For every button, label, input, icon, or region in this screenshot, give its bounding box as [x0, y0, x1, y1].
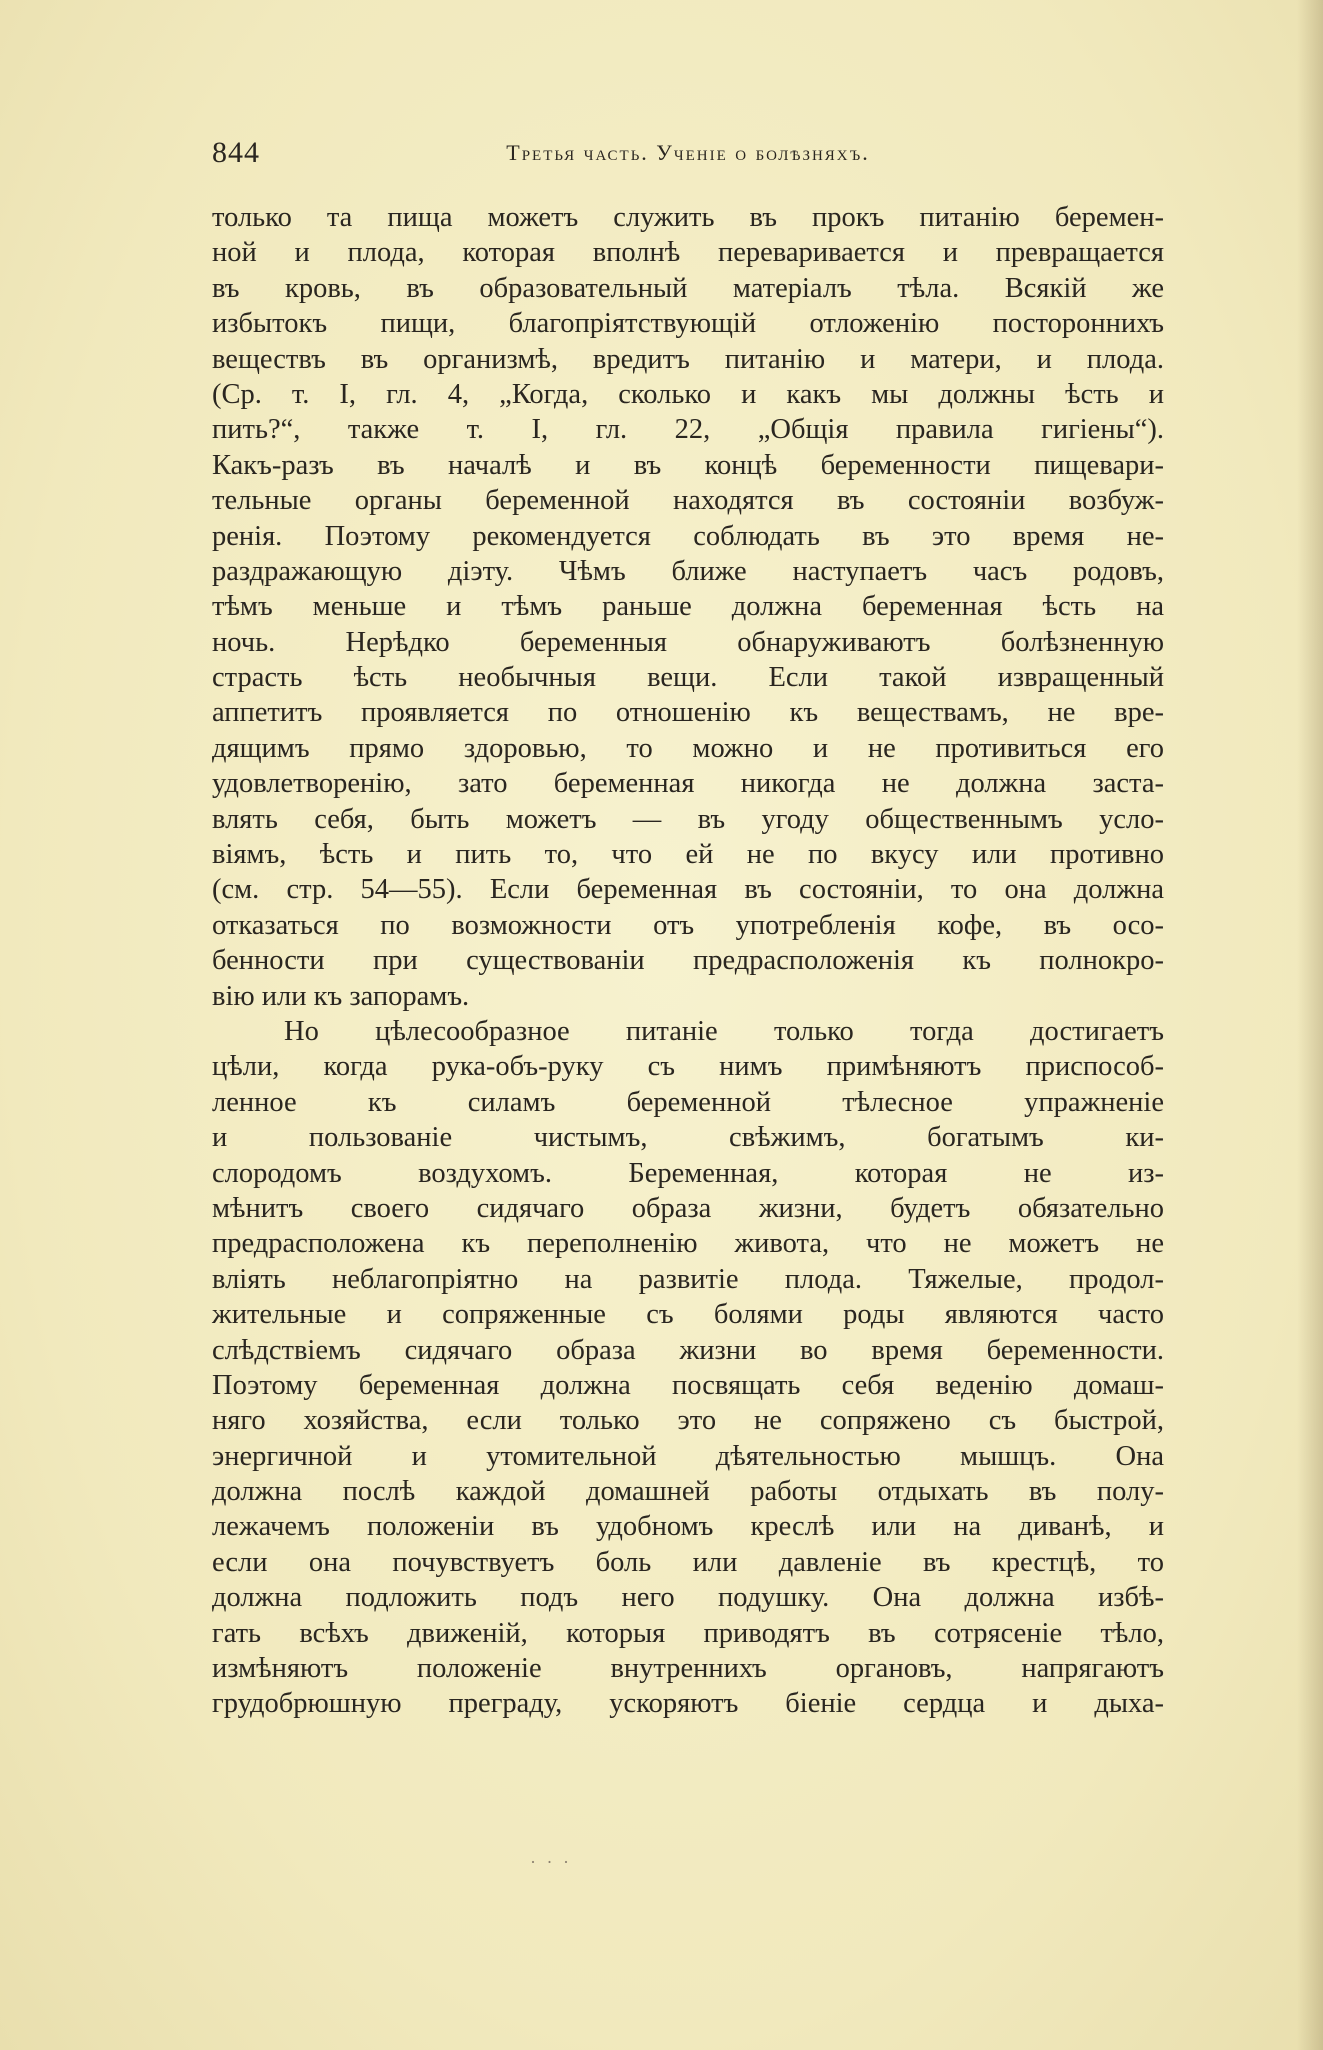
text-line: веществъ въ организмѣ, вредитъ питанію и матери, и плода.: [212, 343, 1164, 375]
text-line: ленное къ силамъ беременной тѣлесное упражненіе: [212, 1086, 1164, 1118]
body-text: [212, 200, 1164, 1722]
text-line: гать всѣхъ движеній, которыя приводятъ въ сотрясеніе тѣло,: [212, 1617, 1164, 1649]
text-line: удовлетворенію, зато беременная никогда не должна заста-: [212, 768, 1164, 800]
text-line: віямъ, ѣсть и пить то, что ей не по вкусу или противно: [212, 839, 1164, 871]
text-line: энергичной и утомительной дѣятельностью мышцъ. Она: [212, 1440, 1164, 1472]
text-line: пить?“, также т. I, гл. 22, „Общія правила гигіены“).: [212, 414, 1164, 446]
text-line: аппетитъ проявляется по отношенію къ веществамъ, не вре-: [212, 697, 1164, 729]
text-line: ренія. Поэтому рекомендуется соблюдать въ это время не-: [212, 520, 1164, 552]
text-line: Поэтому беременная должна посвящать себя веденію домаш-: [212, 1369, 1164, 1401]
text-line: должна подложить подъ него подушку. Она должна избѣ-: [212, 1582, 1164, 1614]
text-line: вію или къ запорамъ.: [212, 980, 470, 1012]
text-line: Какъ-разъ въ началѣ и въ концѣ беременности пищевари-: [212, 449, 1164, 481]
text-line: предрасположена къ переполненію живота, что не можетъ не: [212, 1228, 1164, 1260]
text-line: цѣли, когда рука-объ-руку съ нимъ примѣняютъ приспособ-: [212, 1051, 1164, 1083]
paragraph: [212, 200, 1164, 1014]
text-line: тѣмъ меньше и тѣмъ раньше должна беременная ѣсть на: [212, 591, 1164, 623]
page-number: 844: [212, 136, 260, 169]
text-line: раздражающую діэту. Чѣмъ ближе наступаетъ часъ родовъ,: [212, 555, 1164, 587]
text-line: мѣнитъ своего сидячаго образа жизни, будетъ обязательно: [212, 1192, 1164, 1224]
text-line: (см. стр. 54—55). Если беременная въ состояніи, то она должна: [212, 874, 1164, 906]
text-line: слѣдствіемъ сидячаго образа жизни во время беременности.: [212, 1334, 1164, 1366]
text-line: вліять неблагопріятно на развитіе плода. Тяжелые, продол-: [212, 1263, 1164, 1295]
text-line: няго хозяйства, если только это не сопряжено съ быстрой,: [212, 1405, 1164, 1437]
text-line: избытокъ пищи, благопріятствующій отложенію постороннихъ: [212, 308, 1164, 340]
text-line: должна послѣ каждой домашней работы отдыхать въ полу-: [212, 1476, 1164, 1508]
text-line: если она почувствуетъ боль или давленіе въ крестцѣ, то: [212, 1546, 1164, 1578]
text-line: влять себя, быть можетъ — въ угоду общественнымъ усло-: [212, 803, 1164, 835]
page-header: [212, 136, 1164, 176]
text-line: ной и плода, которая вполнѣ переваривается и превращается: [212, 237, 1164, 269]
text-line: только та пища можетъ служить въ прокъ питанію беремен-: [212, 202, 1164, 233]
text-line: бенности при существованіи предрасположенія къ полнокро-: [212, 945, 1164, 977]
text-line: въ кровь, въ образовательный матеріалъ тѣла. Всякій же: [212, 272, 1164, 304]
running-title: Третья часть. Ученіе о болѣзняхъ.: [506, 140, 870, 165]
text-line: дящимъ прямо здоровью, то можно и не противиться его: [212, 732, 1164, 764]
text-line: (Ср. т. I, гл. 4, „Когда, сколько и какъ мы должны ѣсть и: [212, 378, 1164, 410]
text-line: измѣняютъ положеніе внутреннихъ органовъ, напрягаютъ: [212, 1653, 1164, 1685]
text-line: тельные органы беременной находятся въ состояніи возбуж-: [212, 485, 1164, 517]
text-line: слородомъ воздухомъ. Беременная, которая не из-: [212, 1157, 1164, 1189]
text-line: грудобрюшную преграду, ускоряютъ біеніе сердца и дыха-: [212, 1688, 1164, 1720]
page-edge-shadow: [1297, 0, 1323, 2050]
text-line: отказаться по возможности отъ употребленія кофе, въ осо-: [212, 909, 1164, 941]
text-line: лежачемъ положеніи въ удобномъ креслѣ или на диванѣ, и: [212, 1511, 1164, 1543]
decorative-smudge: · · ·: [530, 1852, 572, 1872]
paragraph: [212, 1014, 1164, 1722]
text-line: ночь. Нерѣдко беременныя обнаруживаютъ болѣзненную: [212, 626, 1164, 658]
text-line: Но цѣлесообразное питаніе только тогда достигаетъ: [284, 1015, 1164, 1047]
text-line: жительные и сопряженные съ болями роды являются часто: [212, 1299, 1164, 1331]
text-line: и пользованіе чистымъ, свѣжимъ, богатымъ ки-: [212, 1122, 1164, 1154]
text-line: страсть ѣсть необычныя вещи. Если такой извращенный: [212, 662, 1164, 694]
